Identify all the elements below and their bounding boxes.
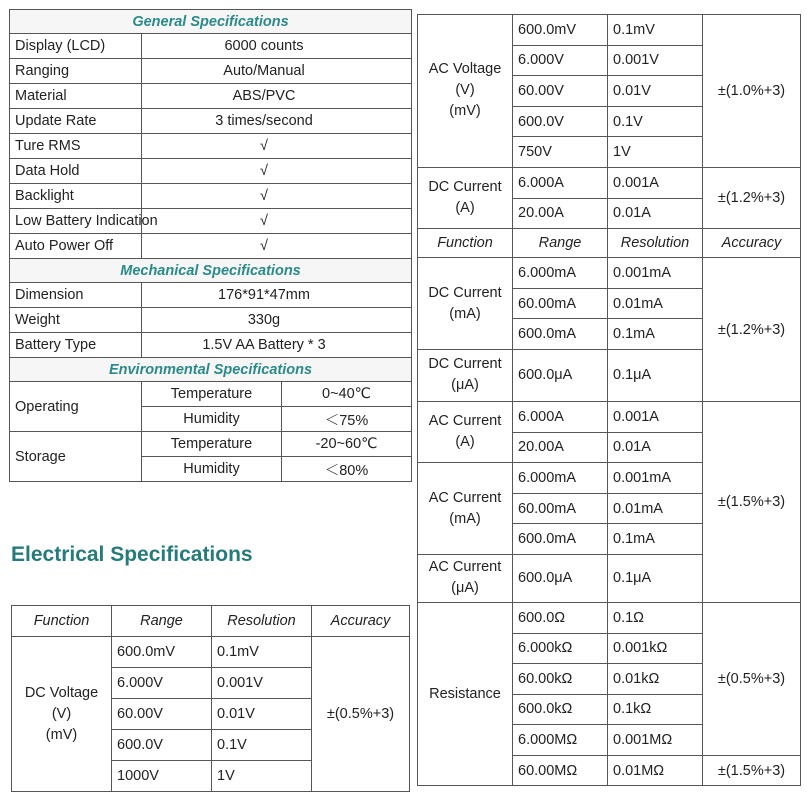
spec-label: Backlight [10, 184, 142, 209]
spec-value: 330g [142, 308, 412, 333]
resolution-cell: 0.001kΩ [608, 633, 703, 664]
range-cell: 1000V [112, 761, 212, 792]
spec-label: Data Hold [10, 159, 142, 184]
spec-value: 3 times/second [142, 109, 412, 134]
table-row [10, 283, 412, 308]
range-cell: 20.00A [513, 198, 608, 229]
function-ac-current-ma: AC Current (mA) [418, 463, 513, 555]
function-dc-current-a: DC Current (A) [418, 167, 513, 228]
range-cell: 6.000A [513, 401, 608, 432]
range-cell: 6.000V [513, 45, 608, 76]
table-row [10, 432, 412, 457]
table-row [418, 167, 801, 198]
table-row [10, 84, 412, 109]
resolution-cell: 0.1V [608, 106, 703, 137]
spec-label: Weight [10, 308, 142, 333]
temperature-value: -20~60℃ [282, 432, 412, 457]
spec-label: Auto Power Off [10, 234, 142, 259]
range-cell: 600.0μA [513, 349, 608, 401]
range-cell: 60.00V [513, 76, 608, 107]
table-header-row [418, 229, 801, 258]
resolution-cell: 0.001MΩ [608, 725, 703, 756]
table-row [418, 602, 801, 633]
resolution-cell: 0.01A [608, 198, 703, 229]
col-resolution: Resolution [608, 229, 703, 258]
range-cell: 6.000V [112, 668, 212, 699]
table-row [12, 637, 410, 668]
resolution-cell: 0.1V [212, 730, 312, 761]
environmental-spec-title: Environmental Specifications [10, 358, 412, 382]
spec-label: Display (LCD) [10, 34, 142, 59]
table-row [10, 184, 412, 209]
range-cell: 20.00A [513, 432, 608, 463]
check-icon: √ [142, 134, 412, 159]
spec-label: Battery Type [10, 333, 142, 358]
resolution-cell: 0.01kΩ [608, 664, 703, 695]
accuracy-cell: ±(0.5%+3) [312, 637, 410, 792]
spec-value: 176*91*47mm [142, 283, 412, 308]
check-icon: √ [142, 209, 412, 234]
table-row [10, 308, 412, 333]
general-spec-title: General Specifications [10, 10, 412, 34]
function-dc-current-ua: DC Current (μA) [418, 349, 513, 401]
col-function: Function [418, 229, 513, 258]
temperature-label: Temperature [142, 382, 282, 407]
col-accuracy: Accuracy [703, 229, 801, 258]
accuracy-cell: ±(1.5%+3) [703, 755, 801, 786]
table-row [10, 234, 412, 259]
storage-label: Storage [10, 432, 142, 482]
range-cell: 6.000A [513, 167, 608, 198]
spec-label: Update Rate [10, 109, 142, 134]
table-row [10, 209, 412, 234]
resolution-cell: 0.1μA [608, 349, 703, 401]
spec-label: Ture RMS [10, 134, 142, 159]
table-row [10, 134, 412, 159]
resolution-cell: 0.001V [608, 45, 703, 76]
mechanical-spec-title: Mechanical Specifications [10, 259, 412, 283]
dc-voltage-table [11, 605, 410, 792]
range-cell: 60.00mA [513, 493, 608, 524]
resolution-cell: 0.1mA [608, 319, 703, 350]
general-spec-table [9, 9, 412, 482]
range-cell: 600.0mV [513, 15, 608, 46]
resolution-cell: 0.001mA [608, 258, 703, 289]
resolution-cell: 0.01MΩ [608, 755, 703, 786]
spec-value: 1.5V AA Battery * 3 [142, 333, 412, 358]
function-ac-current-a: AC Current (A) [418, 401, 513, 462]
resolution-cell: 0.001V [212, 668, 312, 699]
table-row [418, 258, 801, 289]
table-row [10, 159, 412, 184]
humidity-value: ＜75% [282, 407, 412, 432]
temperature-label: Temperature [142, 432, 282, 457]
function-resistance: Resistance [418, 602, 513, 786]
function-ac-current-ua: AC Current (μA) [418, 554, 513, 602]
range-cell: 600.0V [513, 106, 608, 137]
spec-value: 6000 counts [142, 34, 412, 59]
spec-label: Ranging [10, 59, 142, 84]
accuracy-cell: ±(1.5%+3) [703, 401, 801, 602]
electrical-spec-heading: Electrical Specifications [11, 543, 253, 566]
accuracy-cell: ±(0.5%+3) [703, 602, 801, 755]
resolution-cell: 0.1mV [608, 15, 703, 46]
range-cell: 600.0kΩ [513, 694, 608, 725]
resolution-cell: 0.01V [608, 76, 703, 107]
col-accuracy: Accuracy [312, 606, 410, 637]
range-cell: 6.000mA [513, 258, 608, 289]
spec-label: Material [10, 84, 142, 109]
range-cell: 600.0mV [112, 637, 212, 668]
col-resolution: Resolution [212, 606, 312, 637]
range-cell: 60.00kΩ [513, 664, 608, 695]
range-cell: 600.0V [112, 730, 212, 761]
function-dc-voltage: DC Voltage (V) (mV) [12, 637, 112, 792]
operating-label: Operating [10, 382, 142, 432]
resolution-cell: 0.001A [608, 167, 703, 198]
resolution-cell: 0.001mA [608, 463, 703, 494]
table-row [10, 382, 412, 407]
resolution-cell: 0.01A [608, 432, 703, 463]
table-row [10, 59, 412, 84]
resolution-cell: 0.01mA [608, 493, 703, 524]
resolution-cell: 0.1mA [608, 524, 703, 555]
table-row [10, 109, 412, 134]
accuracy-cell: ±(1.0%+3) [703, 15, 801, 168]
resolution-cell: 0.01V [212, 699, 312, 730]
accuracy-cell: ±(1.2%+3) [703, 258, 801, 402]
resolution-cell: 0.1Ω [608, 602, 703, 633]
spec-value: Auto/Manual [142, 59, 412, 84]
range-cell: 600.0mA [513, 524, 608, 555]
range-cell: 600.0Ω [513, 602, 608, 633]
table-row [418, 401, 801, 432]
humidity-label: Humidity [142, 407, 282, 432]
resolution-cell: 0.01mA [608, 288, 703, 319]
range-cell: 60.00MΩ [513, 755, 608, 786]
range-cell: 600.0μA [513, 554, 608, 602]
resolution-cell: 0.1mV [212, 637, 312, 668]
col-range: Range [112, 606, 212, 637]
spec-label: Dimension [10, 283, 142, 308]
resolution-cell: 1V [608, 137, 703, 168]
spec-value: ABS/PVC [142, 84, 412, 109]
resolution-cell: 0.1kΩ [608, 694, 703, 725]
function-dc-current-ma: DC Current (mA) [418, 258, 513, 350]
spec-label: Low Battery Indication [10, 209, 142, 234]
check-icon: √ [142, 159, 412, 184]
table-row [418, 15, 801, 46]
resolution-cell: 0.1μA [608, 554, 703, 602]
accuracy-cell: ±(1.2%+3) [703, 167, 801, 228]
check-icon: √ [142, 184, 412, 209]
electrical-spec-table-right [417, 14, 801, 786]
table-row [10, 333, 412, 358]
col-function: Function [12, 606, 112, 637]
range-cell: 750V [513, 137, 608, 168]
humidity-value: ＜80% [282, 457, 412, 482]
col-range: Range [513, 229, 608, 258]
table-row [10, 34, 412, 59]
range-cell: 6.000MΩ [513, 725, 608, 756]
check-icon: √ [142, 234, 412, 259]
range-cell: 6.000kΩ [513, 633, 608, 664]
range-cell: 6.000mA [513, 463, 608, 494]
range-cell: 60.00mA [513, 288, 608, 319]
table-header-row [12, 606, 410, 637]
resolution-cell: 1V [212, 761, 312, 792]
humidity-label: Humidity [142, 457, 282, 482]
range-cell: 600.0mA [513, 319, 608, 350]
resolution-cell: 0.001A [608, 401, 703, 432]
range-cell: 60.00V [112, 699, 212, 730]
temperature-value: 0~40℃ [282, 382, 412, 407]
function-ac-voltage: AC Voltage (V) (mV) [418, 15, 513, 168]
